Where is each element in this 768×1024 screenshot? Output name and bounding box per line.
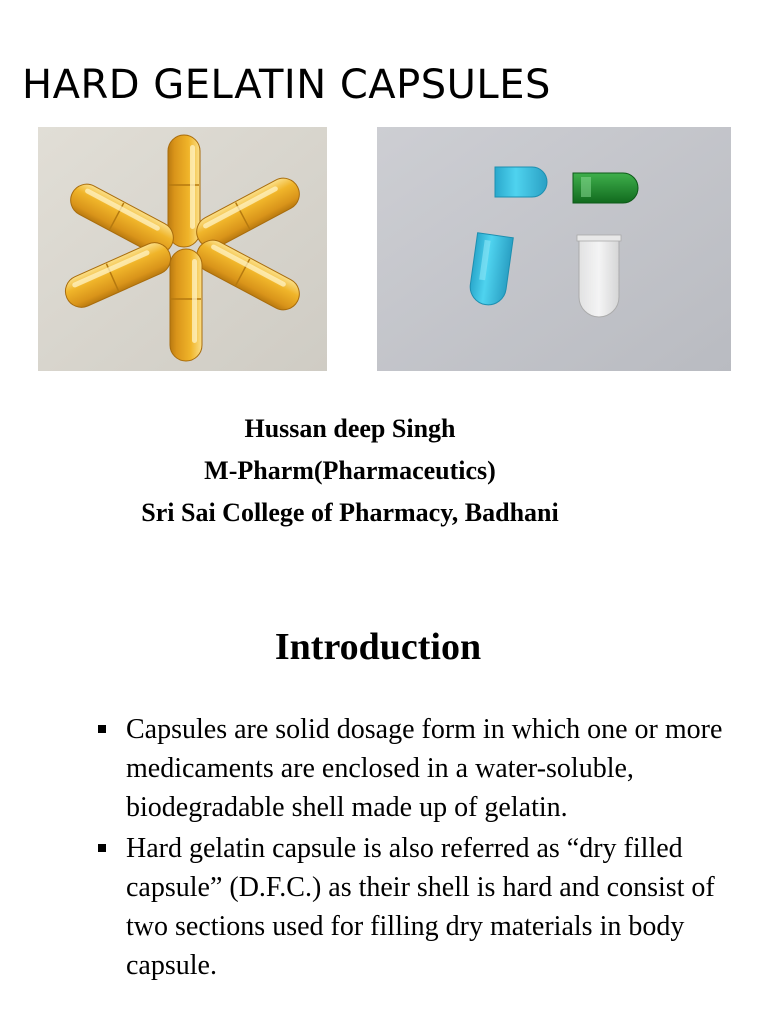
author-degree: M-Pharm(Pharmaceutics) [204, 456, 496, 485]
list-item [96, 710, 736, 827]
capsule-halves-photo [377, 127, 731, 371]
introduction-bullets [96, 710, 736, 987]
author-block [0, 408, 700, 534]
slide-title: HARD GELATIN CAPSULES [22, 62, 551, 108]
author-institution: Sri Sai College of Pharmacy, Badhani [141, 498, 559, 527]
square-bullet-icon [98, 844, 106, 852]
bullet-text: Capsules are solid dosage form in which one or more medicaments are enclosed in a water-soluble, biodegradable shell made up of gelatin. [126, 714, 723, 823]
bullet-text: Hard gelatin capsule is also referred as “dry filled capsule” (D.F.C.) as their shell is hard and consist of two sections used for filling dry materials in body capsule. [126, 833, 715, 981]
square-bullet-icon [98, 725, 106, 733]
introduction-heading: Introduction [274, 626, 482, 668]
author-name: Hussan deep Singh [244, 414, 456, 443]
yellow-capsules-photo [38, 127, 327, 371]
list-item [96, 829, 736, 985]
